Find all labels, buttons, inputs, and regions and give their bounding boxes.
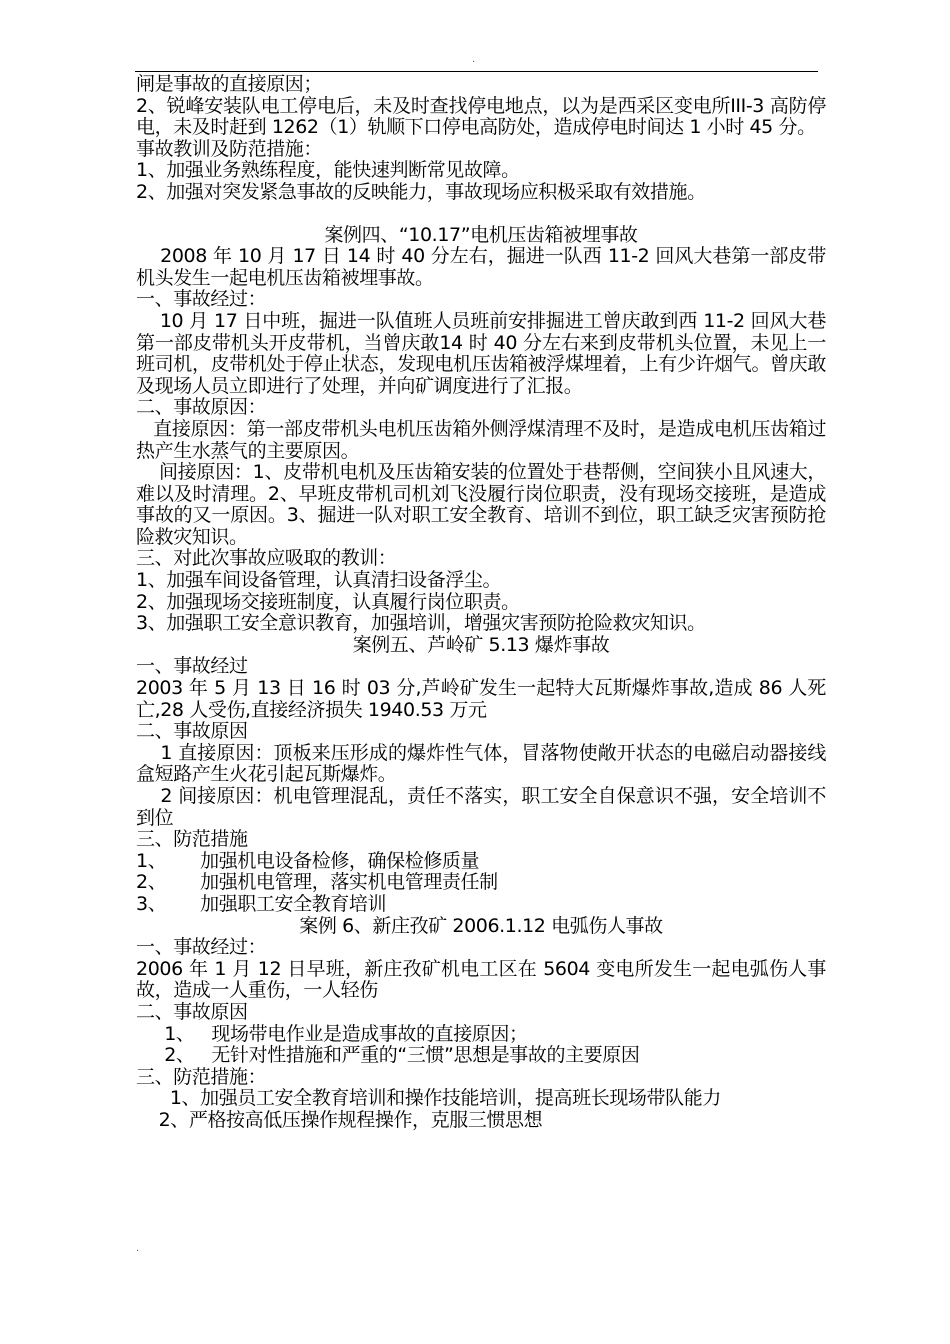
list-item: 3、 加强职工安全教育培训 — [136, 892, 387, 915]
paragraph: 10 月 17 日中班，掘进一队值班人员班前安排掘进工曾庆敢到西 11-2 回风大巷第一部皮带机头开皮带机，当曾庆敢14 时 40 分左右来到皮带机头位置，未见上一班司机，皮带机处于停止状态，发现电机压齿箱被浮煤埋着，上有少许烟气。曾庆敢及现场人员立即进行了处理，并向矿调度进行了汇报。 — [136, 309, 826, 397]
list-item: 2、加强现场交接班制度，认真履行岗位职责。 — [136, 590, 520, 613]
paragraph: 2、锐峰安装队电工停电后，未及时查找停电地点，以为是西采区变电所III-3 高防停电，未及时赶到 1262（1）轨顺下口停电高防处，造成停电时间达 1 小时 45 分。 — [136, 94, 826, 139]
blank-line — [136, 204, 826, 225]
case-heading: 案例 6、新庄孜矿 2006.1.12 电弧伤人事故 — [299, 914, 663, 937]
list-item: 1、加强员工安全教育培训和操作技能培训，提高班长现场带队能力 — [136, 1087, 721, 1110]
document-body — [136, 74, 826, 1132]
list-item: 2、 加强机电管理，落实机电管理责任制 — [136, 871, 498, 894]
paragraph: 间接原因：1、皮带机电机及压齿箱安装的位置处于巷帮侧，空间狭小且风速大，难以及时清理。2、早班皮带机司机刘飞没履行岗位职责，没有现场交接班，是造成事故的又一原因。3、掘进一队对职工安全教育、培训不到位，职工缺乏灾害预防抢险救灾知识。 — [136, 461, 826, 548]
header-rule — [135, 71, 818, 72]
section-heading: 一、事故经过： — [136, 288, 267, 311]
case-heading: 案例五、芦岭矿 5.13 爆炸事故 — [352, 633, 610, 656]
paragraph: 2003 年 5 月 13 日 16 时 03 分,芦岭矿发生一起特大瓦斯爆炸事故,造成 86 人死亡,28 人受伤,直接经济损失 1940.53 万元 — [136, 677, 826, 721]
list-item: 1、 加强机电设备检修，确保检修质量 — [136, 849, 480, 872]
section-heading: 一、事故经过 — [136, 655, 248, 678]
list-item: 2、严格按高低压操作规程操作，克服三惯思想 — [136, 1108, 543, 1131]
paragraph: 2、加强对突发紧急事故的反映能力，事故现场应积极采取有效措施。 — [136, 180, 706, 203]
case-heading: 案例四、“10.17”电机压齿箱被埋事故 — [324, 223, 638, 246]
section-heading: 二、事故原因： — [136, 396, 267, 419]
paragraph: 2 间接原因：机电管理混乱，责任不落实，职工安全自保意识不强，安全培训不到位 — [136, 785, 826, 829]
paragraph: 1、加强业务熟练程度，能快速判断常见故障。 — [136, 159, 520, 182]
paragraph: 闸是事故的直接原因； — [136, 73, 323, 95]
footer-mark: . — [136, 1243, 140, 1254]
section-heading: 二、事故原因 — [136, 720, 248, 743]
list-item: 2、 无针对性措施和严重的“三惯”思想是事故的主要原因 — [136, 1044, 640, 1067]
paragraph: 2006 年 1 月 12 日早班，新庄孜矿机电工区在 5604 变电所发生一起电弧伤人事故，造成一人重伤，一人轻伤 — [136, 957, 826, 1002]
paragraph: 1 直接原因：顶板来压形成的爆炸性气体，冒落物使敞开状态的电磁启动器接线盒短路产生火花引起瓦斯爆炸。 — [136, 741, 826, 786]
section-heading: 二、事故原因 — [136, 1000, 248, 1023]
paragraph: 直接原因：第一部皮带机头电机压齿箱外侧浮煤清理不及时，是造成电机压齿箱过热产生水蒸气的主要原因。 — [136, 417, 827, 462]
list-item: 1、 现场带电作业是造成事故的直接原因； — [136, 1022, 528, 1045]
paragraph: 2008 年 10 月 17 日 14 时 40 分左右，掘进一队西 11-2 回风大巷第一部皮带机头发生一起电机压齿箱被埋事故。 — [136, 245, 826, 289]
section-heading: 三、防范措施： — [136, 1065, 267, 1088]
section-heading: 三、对此次事故应吸取的教训： — [136, 547, 397, 570]
header-mark: . — [472, 54, 476, 65]
section-heading: 一、事故经过： — [136, 936, 267, 959]
section-heading: 三、防范措施 — [136, 828, 248, 851]
list-item: 3、加强职工安全意识教育，加强培训，增强灾害预防抢险救灾知识。 — [136, 612, 706, 635]
paragraph: 事故教训及防范措施： — [136, 137, 323, 160]
list-item: 1、加强车间设备管理，认真清扫设备浮尘。 — [136, 569, 502, 592]
